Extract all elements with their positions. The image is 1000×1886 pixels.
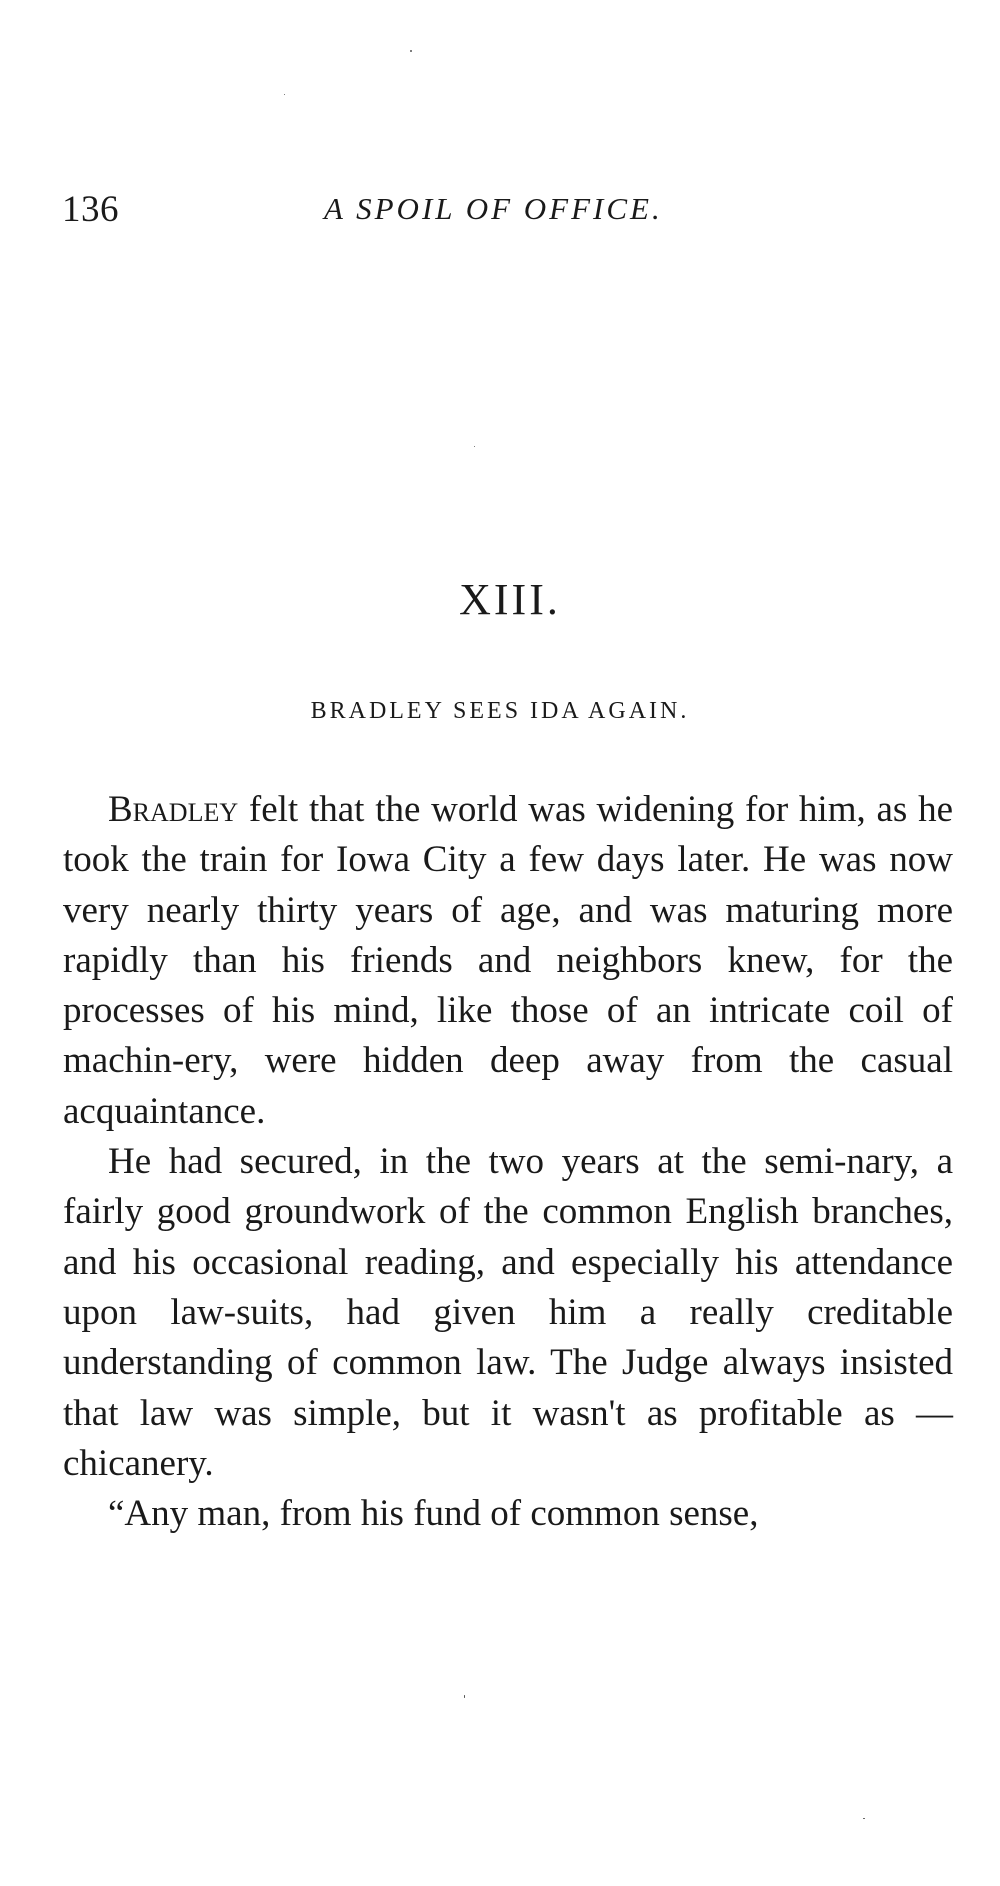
chapter-number: XIII. — [459, 575, 561, 624]
paragraph-1 — [63, 785, 953, 1137]
book-title: A SPOIL OF OFFICE. — [324, 191, 663, 226]
chapter-title: BRADLEY SEES IDA AGAIN. — [310, 698, 690, 724]
page-number: 136 — [62, 189, 119, 230]
body-text — [63, 785, 953, 1539]
ink-speck — [464, 1695, 465, 1698]
paragraph-1-text: felt that the world was widening for him, as he took the train for Iowa City a few days later. He was now very nearly thirty years of age, and was maturing more rapidly than his friends and neighbors knew, for the processes of his mind, like those of an intricate coil of machin-ery, were hidden deep away from the casual acquaintance. — [63, 789, 953, 1132]
ink-speck — [863, 1818, 865, 1819]
ink-speck — [474, 446, 475, 447]
ink-speck — [410, 50, 412, 52]
paragraph-2: He had secured, in the two years at the semi-nary, a fairly good groundwork of the common English branches, and his occasional reading, and especially his attendance upon law-suits, had given him a really creditable understanding of common law. The Judge always insisted that law was simple, but it wasn't as profitable as — chicanery. — [63, 1141, 953, 1484]
running-head — [62, 188, 952, 238]
paragraph-3: “Any man, from his fund of common sense, — [108, 1493, 759, 1535]
lead-word: Bradley — [108, 789, 239, 830]
ink-speck — [284, 94, 285, 95]
